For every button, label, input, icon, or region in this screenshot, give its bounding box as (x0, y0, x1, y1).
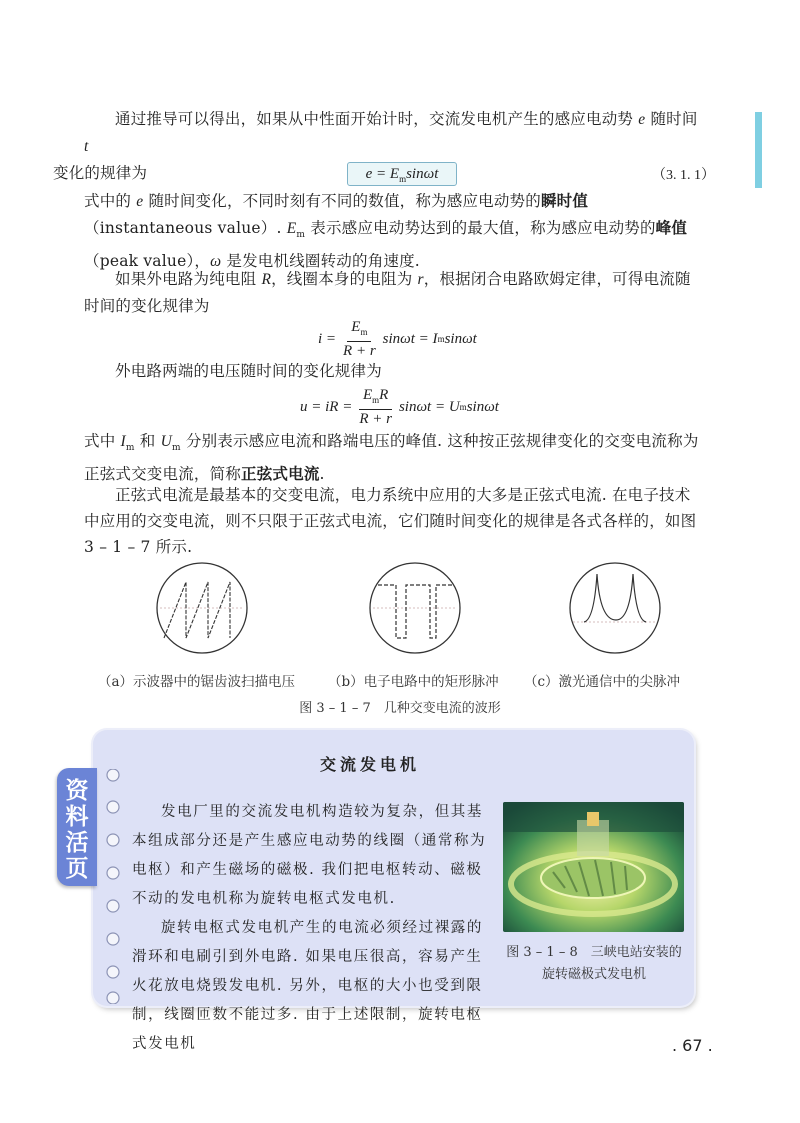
p5-text-a: 式中 (84, 432, 121, 450)
tab-char-4: 页 (65, 856, 89, 882)
caption-c: （c）激光通信中的尖脉冲 (524, 674, 681, 690)
p3-text-a: 如果外电路为纯电阻 (115, 270, 262, 288)
eq1-sub: m (399, 174, 407, 184)
tab-char-1: 资 (65, 778, 89, 804)
equation-3-1-1 (347, 162, 457, 186)
p5-text-d: . (319, 465, 325, 484)
equation-current (318, 318, 477, 360)
eq3-num-E: E (362, 387, 373, 403)
info-paragraph-1: 发电厂里的交流发电机构造较为复杂，但其基本组成部分还是产生感应电动势的线圈（通常称为电枢）和产生磁场的磁极. 我们把电枢转动、磁极不动的发电机称为旋转电枢式发电机. (132, 804, 487, 907)
info-paragraph-2: 旋转电枢式发电机产生的电流必须经过裸露的滑环和电刷引到外电路. 如果电压很高，容易产生火花放电烧毁发电机. 另外，电枢的大小也受到限制，线圈匝数不能过多. 由于上述限制，旋转电枢式发电机 (132, 920, 483, 1052)
p2-text-b: 随时间变化，不同时刻有不同的数值，称为感应电动势的 (143, 192, 541, 210)
eq1-lhs: e = E (365, 166, 400, 182)
waveform-figure (0, 560, 800, 670)
p5-text-c: 分别表示感应电流和路端电压的峰值. 这种按正弦规律变化的交变电流称为正弦式交变电流，简称 (84, 432, 699, 484)
p5-sub-u: m (172, 443, 181, 454)
p2-var-e: e (136, 193, 144, 210)
p1-text-b: 随时间 (645, 110, 698, 128)
tab-char-2: 料 (65, 804, 89, 830)
paragraph-6: 正弦式电流是最基本的交变电流，电力系统中应用的大多是正弦式电流. 在电子技术中应用的交变电流，则不只限于正弦式电流，它们随时间变化的规律是各式各样的，如图 3 – 1 – 7 所示. (84, 486, 697, 556)
eq3-lhs: u = iR = (300, 398, 353, 415)
generator-photo (503, 802, 684, 932)
paragraph-2 (84, 188, 704, 275)
p1-text-a: 通过推导可以得出，如果从中性面开始计时，交流发电机产生的感应电动势 (115, 110, 639, 128)
eq2-end: sinωt (444, 330, 477, 347)
p2-sub-m: m (296, 230, 306, 241)
p3-var-R: R (261, 271, 272, 288)
eq3-numerator (359, 386, 392, 410)
p3-text-c: ，根据闭合电路欧姆定律，可得电流随时间的变化规律为 (84, 270, 691, 315)
tab-char-3: 活 (65, 830, 89, 856)
p3-text-b: ，线圈本身的电阻为 (271, 270, 418, 288)
eq3-num-R: R (379, 387, 389, 403)
eq1-rhs: sinωt (406, 166, 439, 182)
p5-sub-i: m (125, 443, 135, 454)
photo-caption-line-2: 旋转磁极式发电机 (541, 967, 646, 982)
info-tab (57, 768, 97, 886)
eq2-num-sub: m (360, 327, 368, 337)
p1-text-c: 变化的规律为 (53, 164, 148, 182)
p3-var-r: r (417, 271, 424, 288)
term-instantaneous-value: 瞬时值 (540, 192, 589, 210)
eq2-lhs: i = (318, 330, 337, 347)
paragraph-4: 外电路两端的电压随时间的变化规律为 (115, 362, 382, 380)
p2-text-a: 式中的 (84, 192, 137, 210)
side-accent-bar (755, 112, 762, 188)
eq3-num-sub: m (372, 395, 380, 405)
page-number: . 67 . (672, 1036, 713, 1055)
p1-var-e: e (638, 111, 646, 128)
info-box-title: 交流发电机 (320, 755, 421, 774)
p2-text-f: 是发电机线圈转动的角速度. (221, 252, 420, 271)
eq3-fraction (355, 386, 396, 428)
eq3-mid-sub: m (459, 402, 467, 412)
eq3-mid: sinωt = U (398, 398, 460, 415)
oscilloscope-a (157, 563, 247, 653)
eq3-end: sinωt (466, 398, 499, 415)
photo-caption (502, 942, 686, 986)
eq2-fraction (339, 318, 380, 360)
caption-b: （b）电子电路中的矩形脉冲 (328, 674, 499, 690)
eq2-num-E: E (351, 319, 361, 335)
p2-var-omega: ω (210, 253, 222, 271)
eq2-mid-sub: m (437, 334, 445, 344)
eq2-mid: sinωt = I (382, 330, 438, 347)
p2-text-e: （peak value）， (84, 252, 211, 271)
binder-rings (103, 769, 123, 1004)
caption-a: （a）示波器中的锯齿波扫描电压 (98, 674, 296, 690)
photo-caption-line-1: 图 3 – 1 – 8 三峡电站安装的 (506, 945, 682, 960)
p2-text-c: （instantaneous value）. (84, 219, 287, 237)
term-peak-value: 峰值 (655, 219, 688, 237)
p2-text-d: 表示感应电动势达到的最大值，称为感应电动势的 (305, 219, 656, 237)
p5-var-I: I (120, 433, 126, 450)
p5-var-U: U (160, 433, 173, 450)
p5-text-b: 和 (134, 432, 161, 450)
p2-var-E: E (286, 220, 297, 237)
p1-var-t: t (84, 138, 89, 155)
eq3-denominator: R + r (359, 411, 392, 427)
eq2-denominator: R + r (343, 343, 376, 359)
paragraph-3 (84, 266, 704, 319)
paragraph-5 (84, 428, 704, 487)
term-sinusoidal-current: 正弦式电流 (241, 465, 320, 484)
oscilloscope-c (570, 563, 660, 653)
equation-voltage (300, 386, 499, 428)
equation-number: （3. 1. 1） (652, 168, 715, 183)
eq2-numerator (347, 318, 371, 342)
info-box-body (132, 798, 492, 1059)
figure-3-1-7-title: 图 3 – 1 – 7 几种交变电流的波形 (299, 701, 501, 716)
oscilloscope-b (370, 563, 460, 653)
